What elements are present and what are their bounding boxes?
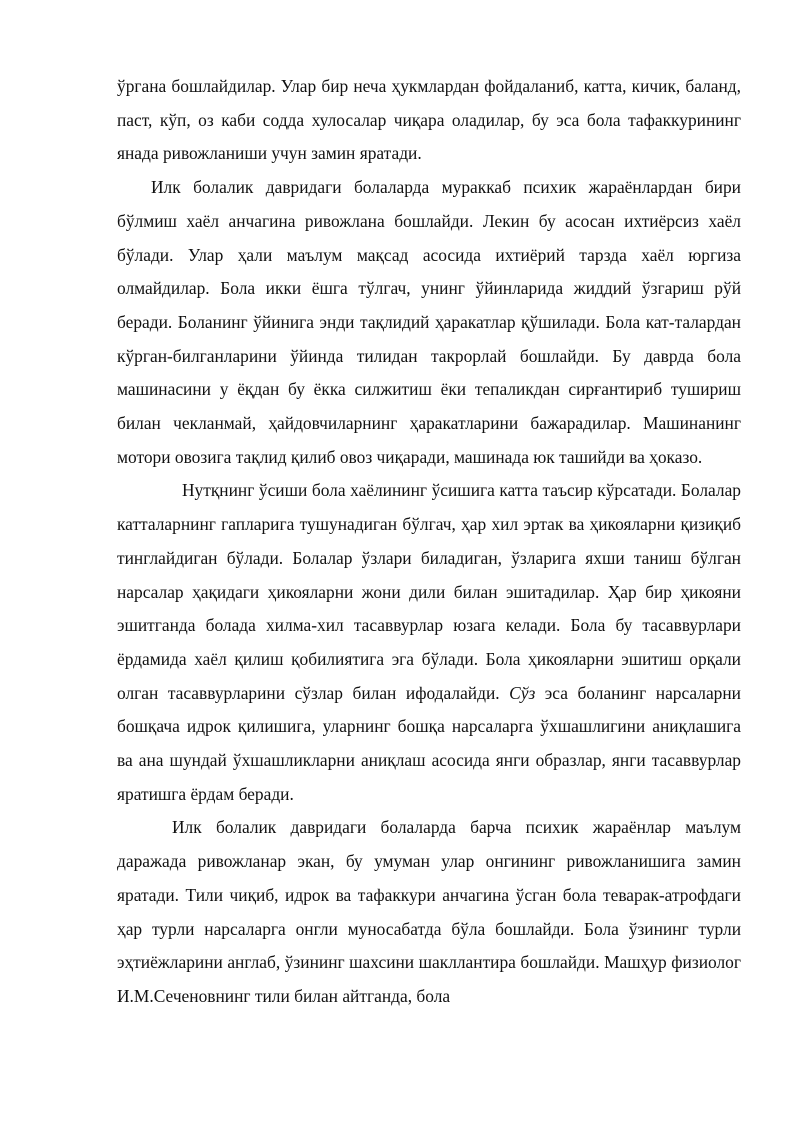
paragraph-3-emphasis: Сўз xyxy=(509,682,536,703)
paragraph-4: Илк болалик давридаги болаларда барча психик жараёнлар маълум даражада ривожланар экан, бу умуман улар онгининг ривожланишига замин яратади. Тили чиқиб, идрок ва тафаккури анчагина ўсган бола теварак-атрофдаги ҳар турли нарсаларга онгли муносабатда бўла бошлайди. Бола ўзининг турли эҳтиёжларини англаб, ўзининг шахсини шакллантира бошлайди. Машҳур физиолог И.М.Сеченовнинг тили билан айтганда, бола xyxy=(117,817,741,1006)
document-page xyxy=(117,70,741,1014)
paragraph-3-text-after: эса боланинг нарсаларни бошқача идрок қилишига, уларнинг бошқа нарсаларга ўхшашлигини аниқлашига ва ана шундай ўхшашликларни аниқлаш асосида янги образлар, янги тасаввурлар яратишга ёрдам беради. xyxy=(117,682,741,804)
paragraph-3-text-before: Нутқнинг ўсиши бола хаёлининг ўсишига катта таъсир кўрсатади. Болалар катталарнинг гапларига тушунадиган бўлгач, ҳар хил эртак ва ҳикояларни қизиқиб тинглайдиган бўлади. Болалар ўзлари биладиган, ўзларига яхши таниш бўлган нарсалар ҳақидаги ҳикояларни жони дили билан эшитадилар. Ҳар бир ҳикояни эшитганда болада хилма-хил тасаввурлар юзага келади. Бола бу тасаввурлари ёрдамида хаёл қилиш қобилиятига эга бўлади. Бола ҳикояларни эшитиш орқали олган тасаввурларини сўзлар билан ифодалайди. xyxy=(117,480,741,703)
paragraph-1: ўргана бошлайдилар. Улар бир неча ҳукмлардан фойдаланиб, катта, кичик, баланд, паст, кўп, оз каби содда хулосалар чиқара оладилар, бу эса бола тафаккурининг янада ривожланиши учун замин яратади. xyxy=(117,76,741,164)
paragraph-3 xyxy=(117,474,741,811)
paragraph-2: Илк болалик давридаги болаларда мураккаб психик жараёнлардан бири бўлмиш хаёл анчагина ривожлана бошлайди. Лекин бу асосан ихтиёрсиз хаёл бўлади. Улар ҳали маълум мақсад асосида ихтиёрий тарзда хаёл юргиза олмайдилар. Бола икки ёшга тўлгач, унинг ўйинларида жиддий ўзгариш рўй беради. Боланинг ўйинига энди тақлидий ҳаракатлар қўшилади. Бола кат-талардан кўрган-билганларини ўйинда тилидан такрорлай бошлайди. Бу даврда бола машинасини у ёқдан бу ёкка силжитиш ёки тепаликдан сирғантириб тушириш билан чекланмай, ҳайдовчиларнинг ҳаракатларини бажарадилар. Машинанинг мотори овозига тақлид қилиб овоз чиқаради, машинада юк ташийди ва ҳоказо. xyxy=(117,177,741,467)
